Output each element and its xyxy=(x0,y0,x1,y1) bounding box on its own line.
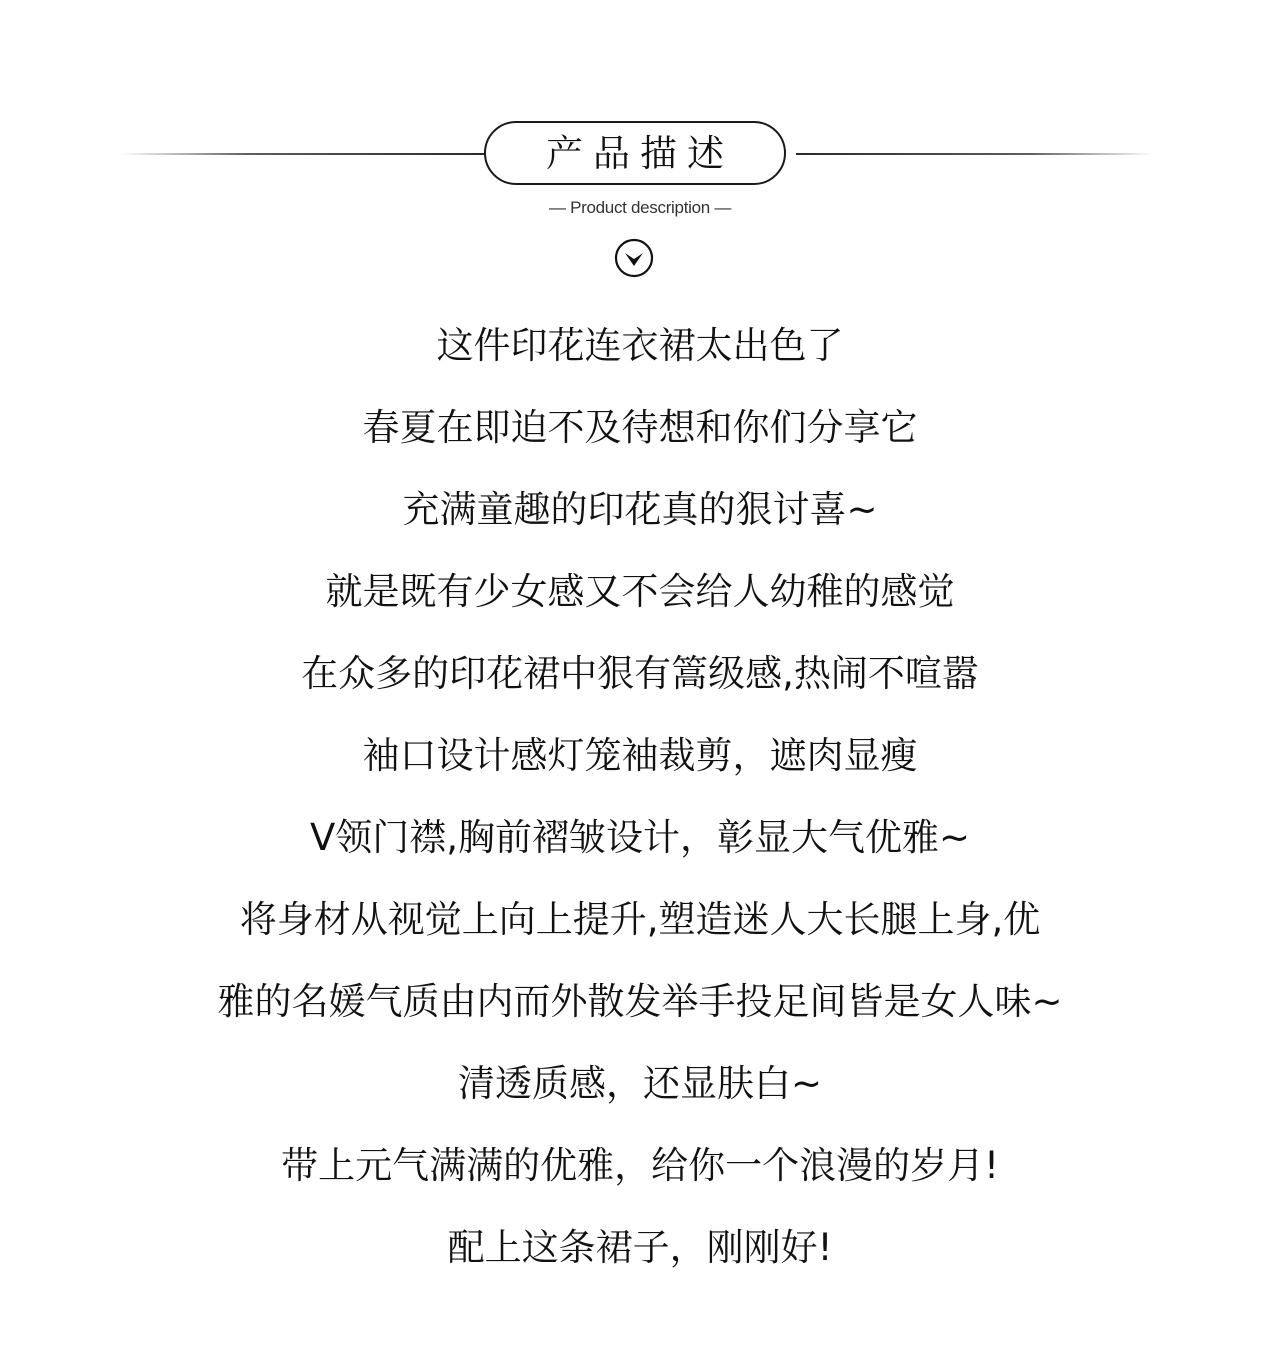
divider-line-left xyxy=(120,153,486,155)
description-line: 将身材从视觉上向上提升,塑造迷人大长腿上身,优 xyxy=(239,898,1041,941)
description-text xyxy=(0,305,1280,1289)
description-line: 春夏在即迫不及待想和你们分享它 xyxy=(362,406,918,449)
description-line: 这件印花连衣裙太出色了 xyxy=(436,324,844,367)
description-line: 在众多的印花裙中狠有篙级感,热闹不喧嚣 xyxy=(301,652,979,695)
description-line: 雅的名媛气质由内而外散发举手投足间皆是女人味~ xyxy=(217,980,1063,1023)
description-line: 配上这条裙子，刚刚好! xyxy=(447,1226,833,1269)
section-title: 产品描述 xyxy=(546,131,734,175)
section-header xyxy=(0,0,1280,300)
divider-line-right xyxy=(796,153,1154,155)
title-badge xyxy=(484,121,786,185)
chevron-down-circle-icon xyxy=(614,238,654,278)
section-subtitle: — Product description — xyxy=(548,198,732,217)
description-line: 清透质感，还显肤白~ xyxy=(457,1062,822,1105)
description-line: 充满童趣的印花真的狠讨喜~ xyxy=(402,488,878,531)
description-line: 就是既有少女感又不会给人幼稚的感觉 xyxy=(325,570,955,613)
description-line: 袖口设计感灯笼袖裁剪，遮肉显瘦 xyxy=(362,734,918,777)
description-line: 带上元气满满的优雅，给你一个浪漫的岁月! xyxy=(281,1144,999,1187)
description-line: V领门襟,胸前褶皱设计，彰显大气优雅~ xyxy=(309,816,971,859)
